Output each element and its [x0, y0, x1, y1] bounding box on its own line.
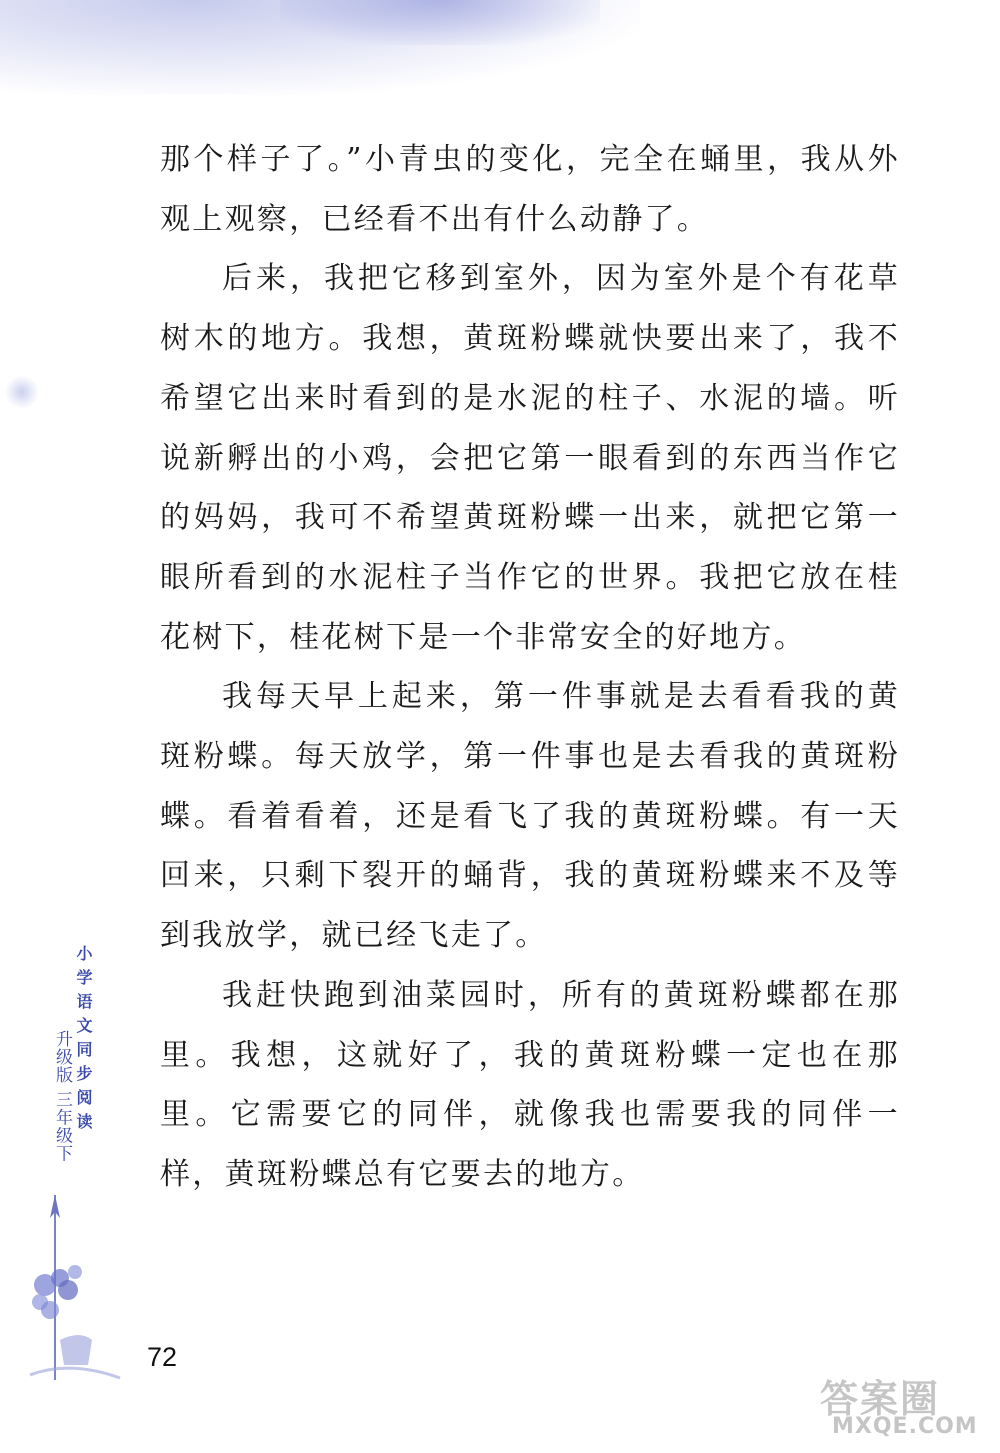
- body-text: [160, 130, 900, 1205]
- page-number: 72: [147, 1342, 178, 1372]
- paragraph-1: 那个样子了。”小青虫的变化，完全在蛹里，我从外观上观察，已经看不出有什么动静了。: [160, 142, 900, 237]
- series-label: [50, 945, 100, 1195]
- watermark-url: MXQE.COM: [832, 1414, 978, 1439]
- top-decoration-accent: [280, 0, 600, 45]
- paragraph-4: 我赶快跑到油菜园时，所有的黄斑粉蝶都在那里。我想，这就好了，我的黄斑粉蝶一定也在那里。它需要它的同伴，就像我也需要我的同伴一样，黄斑粉蝶总有它要去的地方。: [160, 977, 900, 1192]
- watermark-text: 答案圈: [820, 1377, 941, 1421]
- series-edition: 升级版 三年级下: [52, 1030, 72, 1163]
- paragraph-2: 后来，我把它移到室外，因为室外是个有花草树木的地方。我想，黄斑粉蝶就快要出来了，我不希望它出来时看到的是水泥的柱子、水泥的墙。听说新孵出的小鸡，会把它第一眼看到的东西当作它的妈妈，我可不希望黄斑粉蝶一出来，就把它第一眼所看到的水泥柱子当作它的世界。我把它放在桂花树下，桂花树下是一个非常安全的好地方。: [160, 261, 900, 655]
- paragraph-3: 我每天早上起来，第一件事就是去看看我的黄斑粉蝶。每天放学，第一件事也是去看我的黄斑粉蝶。看着看着，还是看飞了我的黄斑粉蝶。有一天回来，只剩下裂开的蛹背，我的黄斑粉蝶来不及等到我放学，就已经飞走了。: [160, 679, 900, 954]
- series-title: 小学语文同步阅读: [74, 945, 93, 1137]
- flower-decoration-icon: [20, 1190, 130, 1390]
- watermark-logo: [820, 1368, 995, 1448]
- side-decoration: [5, 375, 39, 409]
